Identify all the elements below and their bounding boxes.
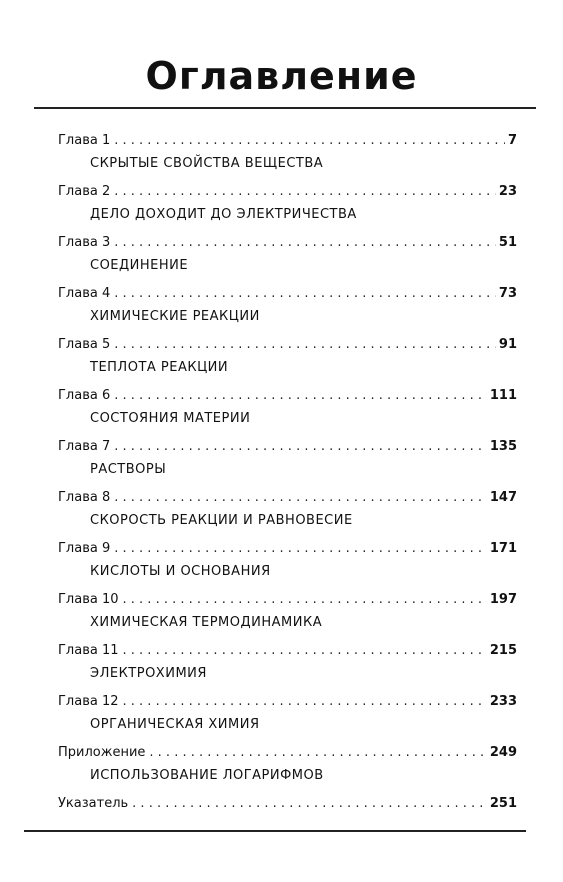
entry-subtitle: ДЕЛО ДОХОДИТ ДО ЭЛЕКТРИЧЕСТВА xyxy=(90,207,357,222)
entry-label: Приложение xyxy=(58,745,146,760)
entry-label: Глава 4 xyxy=(58,286,111,301)
toc-entry-chapter-4[interactable] xyxy=(58,284,517,335)
entry-label: Глава 2 xyxy=(58,184,111,199)
entry-page-number: 111 xyxy=(489,388,517,403)
toc-entry-index[interactable] xyxy=(58,794,517,845)
entry-subtitle: ХИМИЧЕСКАЯ ТЕРМОДИНАМИКА xyxy=(90,615,323,630)
entry-label: Глава 8 xyxy=(58,490,111,505)
entry-label: Глава 3 xyxy=(58,235,111,250)
dot-leader xyxy=(114,284,496,304)
toc-entry-chapter-6[interactable] xyxy=(58,386,517,437)
entry-page-number: 147 xyxy=(489,490,517,505)
dot-leader xyxy=(114,131,505,151)
entry-label: Глава 5 xyxy=(58,337,111,352)
toc-entry-chapter-2[interactable] xyxy=(58,182,517,233)
toc-entry-chapter-10[interactable] xyxy=(58,590,517,641)
toc-entry-chapter-5[interactable] xyxy=(58,335,517,386)
dot-leader xyxy=(123,692,487,712)
entry-subtitle: ОРГАНИЧЕСКАЯ ХИМИЯ xyxy=(90,717,260,732)
dot-leader xyxy=(114,539,487,559)
page-title: Оглавление xyxy=(145,54,418,98)
entry-page-number: 7 xyxy=(507,133,517,148)
entry-page-number: 251 xyxy=(489,796,517,811)
toc-entry-chapter-11[interactable] xyxy=(58,641,517,692)
entry-label: Указатель xyxy=(58,796,129,811)
entry-subtitle: СКРЫТЫЕ СВОЙСТВА ВЕЩЕСТВА xyxy=(90,156,324,171)
entry-page-number: 91 xyxy=(498,337,517,352)
entry-page-number: 135 xyxy=(489,439,517,454)
entry-label: Глава 10 xyxy=(58,592,119,607)
table-of-contents xyxy=(58,131,517,845)
entry-label: Глава 6 xyxy=(58,388,111,403)
entry-page-number: 171 xyxy=(489,541,517,556)
entry-label: Глава 7 xyxy=(58,439,111,454)
entry-page-number: 249 xyxy=(489,745,517,760)
dot-leader xyxy=(132,794,487,814)
dot-leader xyxy=(114,182,496,202)
entry-page-number: 51 xyxy=(498,235,517,250)
entry-subtitle: ЭЛЕКТРОХИМИЯ xyxy=(90,666,207,681)
toc-entry-chapter-9[interactable] xyxy=(58,539,517,590)
toc-entry-chapter-12[interactable] xyxy=(58,692,517,743)
entry-page-number: 73 xyxy=(498,286,517,301)
entry-page-number: 197 xyxy=(489,592,517,607)
top-divider xyxy=(34,107,536,109)
entry-subtitle: ХИМИЧЕСКИЕ РЕАКЦИИ xyxy=(90,309,260,324)
entry-page-number: 23 xyxy=(498,184,517,199)
dot-leader xyxy=(114,386,487,406)
toc-entry-chapter-3[interactable] xyxy=(58,233,517,284)
toc-entry-chapter-7[interactable] xyxy=(58,437,517,488)
dot-leader xyxy=(114,335,496,355)
entry-label: Глава 9 xyxy=(58,541,111,556)
entry-subtitle: РАСТВОРЫ xyxy=(90,462,167,477)
entry-subtitle: СКОРОСТЬ РЕАКЦИИ И РАВНОВЕСИЕ xyxy=(90,513,353,528)
entry-subtitle: СОСТОЯНИЯ МАТЕРИИ xyxy=(90,411,251,426)
toc-entry-appendix[interactable] xyxy=(58,743,517,794)
entry-subtitle: СОЕДИНЕНИЕ xyxy=(90,258,189,273)
toc-entry-chapter-8[interactable] xyxy=(58,488,517,539)
dot-leader xyxy=(114,488,487,508)
entry-label: Глава 1 xyxy=(58,133,111,148)
bottom-divider xyxy=(24,830,526,832)
dot-leader xyxy=(123,641,487,661)
dot-leader xyxy=(114,437,487,457)
dot-leader xyxy=(149,743,486,763)
dot-leader xyxy=(123,590,487,610)
entry-label: Глава 11 xyxy=(58,643,119,658)
entry-subtitle: КИСЛОТЫ И ОСНОВАНИЯ xyxy=(90,564,271,579)
entry-page-number: 215 xyxy=(489,643,517,658)
entry-label: Глава 12 xyxy=(58,694,119,709)
entry-subtitle: ТЕПЛОТА РЕАКЦИИ xyxy=(90,360,229,375)
dot-leader xyxy=(114,233,496,253)
entry-page-number: 233 xyxy=(489,694,517,709)
entry-subtitle: ИСПОЛЬЗОВАНИЕ ЛОГАРИФМОВ xyxy=(90,768,324,783)
toc-entry-chapter-1[interactable] xyxy=(58,131,517,182)
